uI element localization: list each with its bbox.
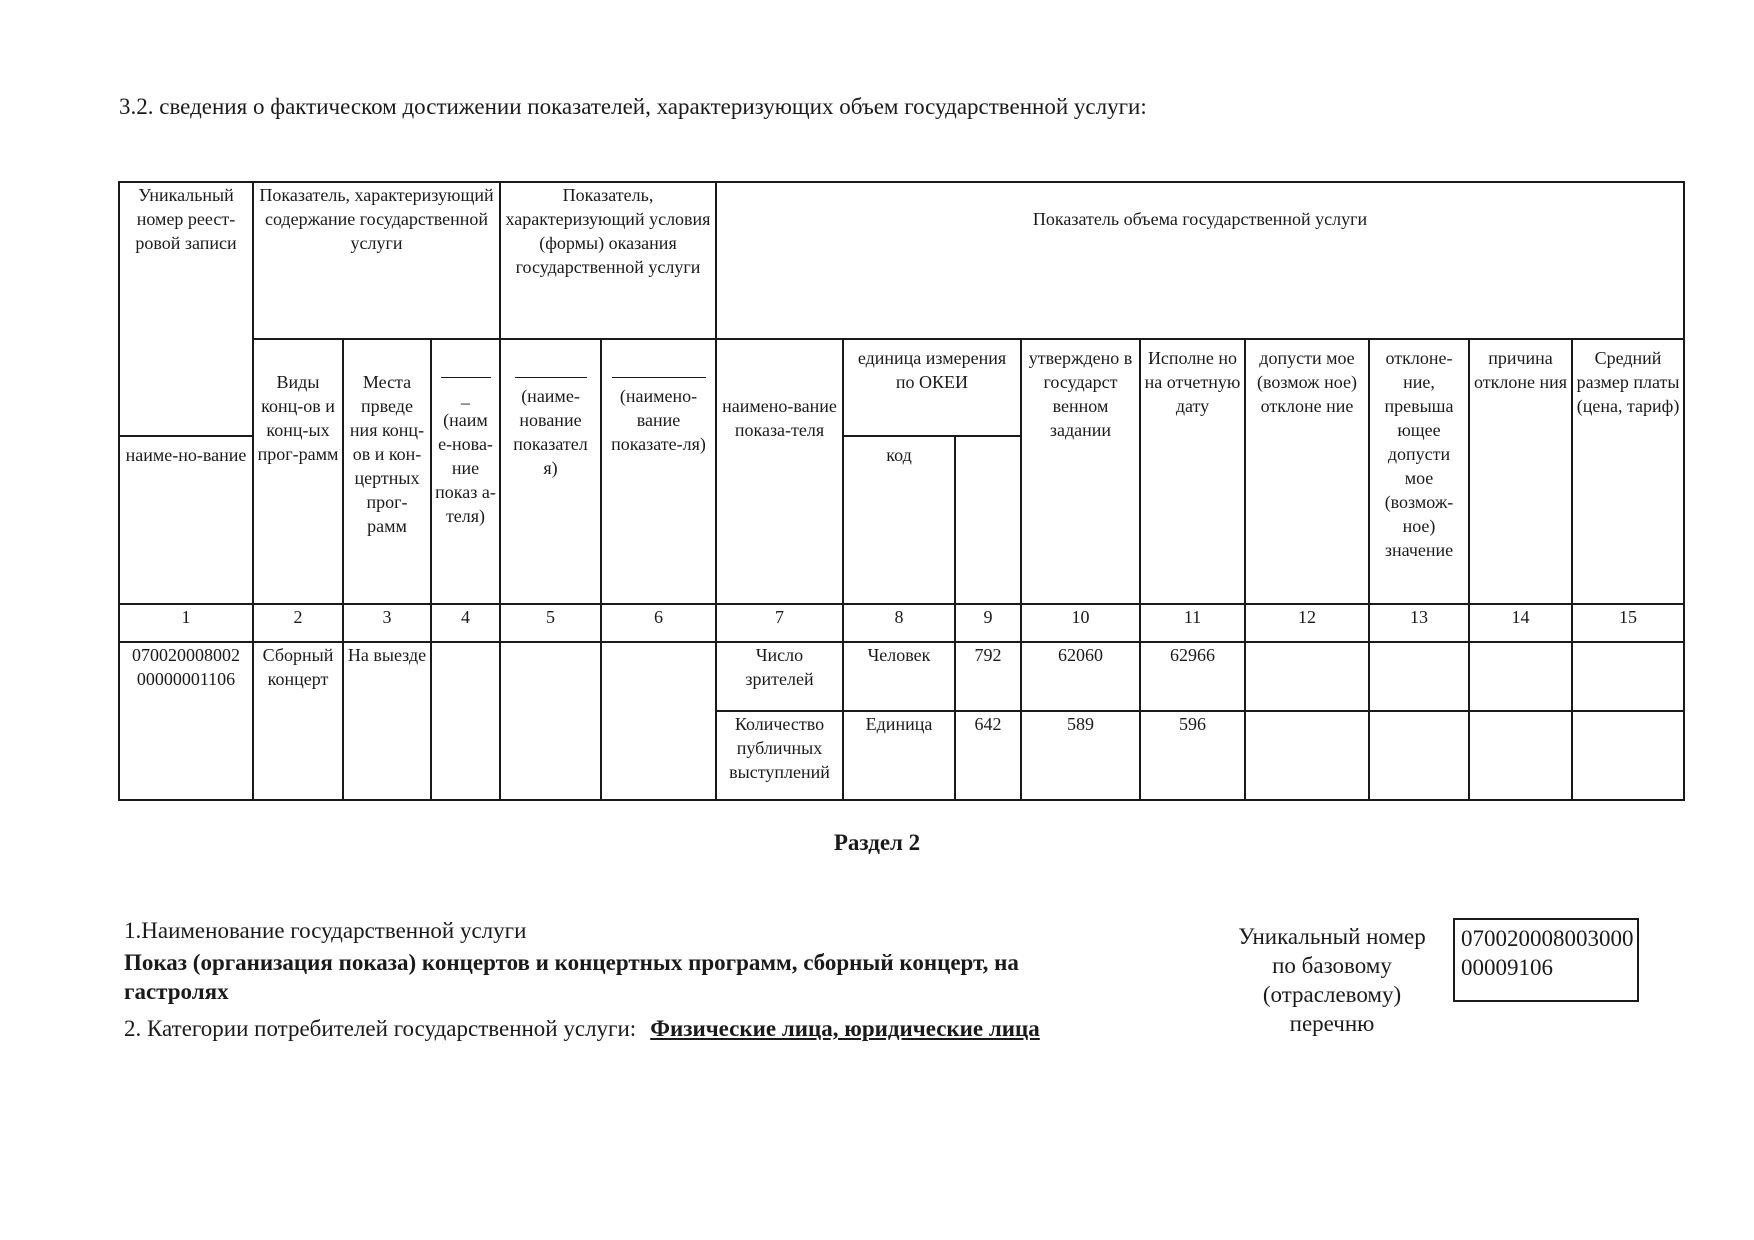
empty-cell xyxy=(1572,642,1684,711)
col-number: 13 xyxy=(1369,604,1469,642)
categories-value: Физические лица, юридические лица xyxy=(650,1016,1040,1041)
volume-indicators-table xyxy=(118,181,1685,801)
categories-label: 2. Категории потребителей государственной услуги: xyxy=(124,1016,637,1041)
header-col6 xyxy=(601,339,716,604)
categories-line xyxy=(124,1016,1040,1042)
header-col15: Средний размер платы (цена, тариф) xyxy=(1572,339,1684,604)
header-col2: Виды конц-ов и конц-ых прог-рамм xyxy=(253,339,343,604)
registry-label: Уникальный номер по базовому (отраслевому) перечню xyxy=(1238,924,1426,1036)
indicator-name: Число зрителей xyxy=(716,642,843,711)
unique-record-number: 070020008002 00000001106 xyxy=(119,642,253,800)
col-number: 1 xyxy=(119,604,253,642)
col-number: 11 xyxy=(1140,604,1245,642)
blank-line xyxy=(515,377,587,378)
header-col4-text: (наим е-нова-ние показ а-теля) xyxy=(435,410,496,526)
header-unique-number: Уникальный номер реест-ровой записи xyxy=(119,182,253,436)
concert-place: На выезде xyxy=(343,642,431,800)
col-number: 6 xyxy=(601,604,716,642)
header-col7: наимено-вание показа-теля xyxy=(716,339,843,604)
header-col5-text: (наиме-нование показател я) xyxy=(513,386,588,478)
empty-cell xyxy=(1369,711,1469,800)
header-col12: допусти мое (возмож ное) отклоне ние xyxy=(1245,339,1369,604)
col-number: 12 xyxy=(1245,604,1369,642)
header-col4-dash: _ xyxy=(461,386,470,406)
col-number: 5 xyxy=(500,604,601,642)
header-col11: Исполне но на отчетную дату xyxy=(1140,339,1245,604)
header-conditions-group: Показатель, характеризующий условия (формы) оказания государственной услуги xyxy=(500,182,716,339)
approved-value: 589 xyxy=(1021,711,1140,800)
header-col3: Места прведе ния конц-ов и кон-цертных прог-рамм xyxy=(343,339,431,604)
col-number: 4 xyxy=(431,604,500,642)
unit-code: 792 xyxy=(955,642,1021,711)
blank-line xyxy=(612,377,706,378)
col-number: 9 xyxy=(955,604,1021,642)
empty-cell xyxy=(1469,642,1572,711)
section-heading: 3.2. сведения о фактическом достижении показателей, характеризующих объем государственной услуги: xyxy=(119,94,1147,119)
header-row-top xyxy=(119,182,1684,339)
header-col5 xyxy=(500,339,601,604)
header-col13: отклоне-ние, превыша ющее допусти мое (возмож-ное) значение xyxy=(1369,339,1469,604)
table-row xyxy=(119,642,1684,711)
unit-code: 642 xyxy=(955,711,1021,800)
header-volume-group: Показатель объема государственной услуги xyxy=(716,182,1684,339)
header-row-okei xyxy=(119,339,1684,436)
header-col6-text: (наимено-вание показате-ля) xyxy=(611,386,706,454)
service-name-value: Показ (организация показа) концертов и концертных программ, сборный концерт, на гастролях xyxy=(124,950,1019,1004)
header-col8: наиме-но-вание xyxy=(119,436,253,604)
header-col4 xyxy=(431,339,500,604)
approved-value: 62060 xyxy=(1021,642,1140,711)
empty-cell xyxy=(1469,711,1572,800)
empty-cell xyxy=(1245,711,1369,800)
empty-cell xyxy=(431,642,500,800)
col-number: 10 xyxy=(1021,604,1140,642)
indicator-name: Количество публичных выступлений xyxy=(716,711,843,800)
unit-name: Единица xyxy=(843,711,955,800)
actual-value: 596 xyxy=(1140,711,1245,800)
empty-cell xyxy=(1369,642,1469,711)
col-number: 3 xyxy=(343,604,431,642)
header-col10: утверждено в государст венном задании xyxy=(1021,339,1140,604)
header-col9: код xyxy=(843,436,955,604)
header-col14: причина отклоне ния xyxy=(1469,339,1572,604)
empty-cell xyxy=(500,642,601,800)
concert-kind: Сборный концерт xyxy=(253,642,343,800)
col-number: 8 xyxy=(843,604,955,642)
col-number: 2 xyxy=(253,604,343,642)
registry-number-box: 07002000800300000009106 xyxy=(1453,918,1639,1002)
col-number: 15 xyxy=(1572,604,1684,642)
header-content-group: Показатель, характеризующий содержание государственной услуги xyxy=(253,182,500,339)
blank-line xyxy=(441,377,491,378)
header-okei: единица измерения по ОКЕИ xyxy=(843,339,1021,436)
column-number-row xyxy=(119,604,1684,642)
col-number: 14 xyxy=(1469,604,1572,642)
empty-cell xyxy=(601,642,716,800)
empty-cell xyxy=(1245,642,1369,711)
unit-name: Человек xyxy=(843,642,955,711)
service-name-label: 1.Наименование государственной услуги xyxy=(124,918,527,943)
section-title: Раздел 2 xyxy=(833,830,921,855)
empty-cell xyxy=(1572,711,1684,800)
actual-value: 62966 xyxy=(1140,642,1245,711)
col-number: 7 xyxy=(716,604,843,642)
